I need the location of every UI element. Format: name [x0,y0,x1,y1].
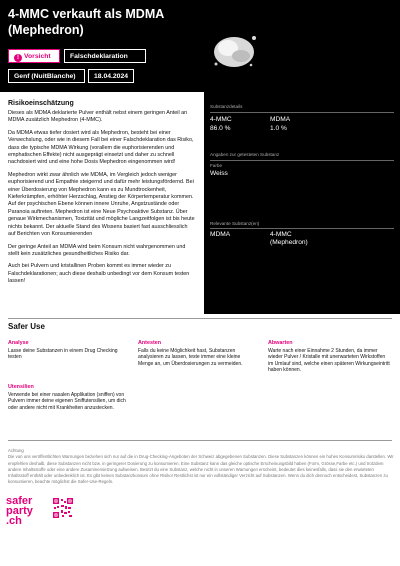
report-title: 4-MMC verkauft als MDMA (Mephedron) [8,7,164,37]
substance-photo [204,18,270,88]
risk-heading: Risikoeinschätzung [8,100,74,107]
warning-badge-label: Vorsicht [24,53,51,60]
logo-line: .ch [6,515,22,527]
saferparty-logo [6,496,50,526]
substance-name: MDMA [270,116,291,123]
logo-line: safer [6,495,33,507]
card-title: Utensilien [8,384,34,390]
section-divider [8,318,392,319]
card-title: Abwarten [268,340,293,346]
disclaimer-heading: Achtung [8,448,24,453]
color-label: Farbe [210,163,223,168]
detail-panel [204,92,400,314]
disclaimer [8,448,394,486]
disclaimer-text: Die von uns veröffentlichten Warnungen beziehen sich nur auf die in Drug-Checking-Angeboten der Schweiz abgegebenen Substanzen. Diese Substanzen können ein hohes Konsumrisiko darstellen. Wir empfehlen deshalb, diese Substanzen nicht bzw. in geringerer Dosierung zu konsumieren. Eine Substanz kann das gleiche optische Erscheinungsbild haben (Form, Grösse,Farbe etc.) und trotzdem andere Inhaltsstoffe oder eine andere Zusammensetzung aufweisen. Besitzt du eine Substanz, welche nicht in unseren Warnungen erscheint, bedeutet dies keinesfalls, dass sie den erwarteten Inhaltsstoff enthält oder unbedenklich ist. Es gibt keinen Substanzkonsum ohne Risiko! Restlichst ist nur ein vollständiger Verzicht auf Substanzen. Wenn du dich dennoch entscheidest, Substanzen zu konsumieren, beachte möglichst die Safer-Use-Regeln. [8,454,394,485]
card-text: Warte nach einer Einnahme 2 Stunden, da immer wieder Pulver / Kristalle mit unerwarteten Wirkstoffen im Umlauf sind, welche einen späteren Wirkungseintritt haben können. [268,347,390,374]
safer-use-card-abwarten [268,340,390,374]
warning-badge [8,49,60,63]
substances-label: Substanzdetails [210,104,243,109]
card-text: Falls du keine Möglichkeit hast, Substanzen analysieren zu lassen, teste immer eine kleine Menge an, um Überdosierungen zu vermeiden. [138,347,243,367]
color-value: Weiss [210,170,228,177]
card-title: Analyse [8,340,29,346]
card-text: Lasse deine Substanzen in einem Drug Checking testen [8,347,118,361]
card-title: Antesten [138,340,162,346]
report-header [0,0,400,92]
declared-label: Angaben zur getesteten Substanz [210,152,280,157]
type-badge: Falschdeklaration [64,49,146,63]
safer-use-card-antesten [138,340,256,367]
substance-amount: 1.0 % [270,125,287,132]
risk-paragraph: Mephedron wirkt zwar ähnlich wie MDMA, im Vergleich jedoch weniger euphorisierend und Empathie steigernd und dafür mehr leistungsfördernd. Bei einer Überdosierung von Mephedron kann es zu Mundtrockenheit, Kieferkrämpfen, erhöhter Herzschlag, Anstieg der Körpertemperatur kommen. Auf der psychischen Ebene können innere Unruhe, Angstzustände oder Paranoia auftreten. Mephedron ist eine Neue Psychoaktive Substanz. Über genaue Wirkmechanismen, Toxizität und mögliche Langzeitfolgen ist bis heute nichts bekannt. Der aktuelle Stand des Wissens basiert fast ausschliesslich auf Berichten von Konsumierenden [8,171,195,238]
relevant-label: Relevante Substanz(en) [210,221,260,226]
location-badge: Genf (NuitBlanche) [8,69,85,83]
divider [210,228,394,229]
divider [210,160,394,161]
date-badge: 18.04.2024 [88,69,134,83]
risk-paragraph: Der geringe Anteil an MDMA wird beim Konsum nicht wahrgenommen und stellt kein zusätzliches gesundheitliches Risiko dar. [8,243,186,257]
safer-use-heading: Safer Use [8,322,45,331]
found-substance-alias: (Mephedron) [270,239,308,246]
declared-substance: MDMA [210,231,231,238]
risk-paragraph: Da MDMA etwas tiefer dosiert wird als Mephedron, besteht bei einer Verwechslung, oder wie in diesem Fall bei einer Falschdeklaration das Risiko, dass die typische MDMA Wirkung (vorallem die euphorisierenden und emphatischen Effekte) nicht ausgeprägt einsetzt und daher zu schnell nachdosiert wird und eine hohe Dosis Mephedron eingenommen wird! [8,129,194,166]
substance-name: 4-MMC [210,116,232,123]
qr-code-icon[interactable] [53,498,73,518]
section-divider [8,440,392,441]
risk-paragraph: Dieses als MDMA deklarierte Pulver enthält nebst einem geringen Anteil an MDMA zusätzlich Mephedron (4-MMC). [8,110,188,124]
risk-section [8,100,196,291]
divider [210,112,394,113]
safer-use-card-utensilien [8,384,126,411]
found-substance: 4-MMC [270,231,292,238]
risk-paragraph: Auch bei Pulvern und kristallinen Proben kommt es immer wieder zu Falschdeklarationen; auch diese deshalb unbedingt vor dem Konsum testen lassen! [8,263,190,285]
warning-icon: ! [14,54,22,62]
safer-use-card-analyse [8,340,126,361]
substance-amount: 86.0 % [210,125,231,132]
card-text: Verwende bei einer nasalen Applikation (sniffen) von Pulvern immer deine eigenen Sniffutensilien, um dich oder andere nicht mit Krankheiten anzustecken. [8,391,126,411]
logo-line: party [6,505,33,517]
